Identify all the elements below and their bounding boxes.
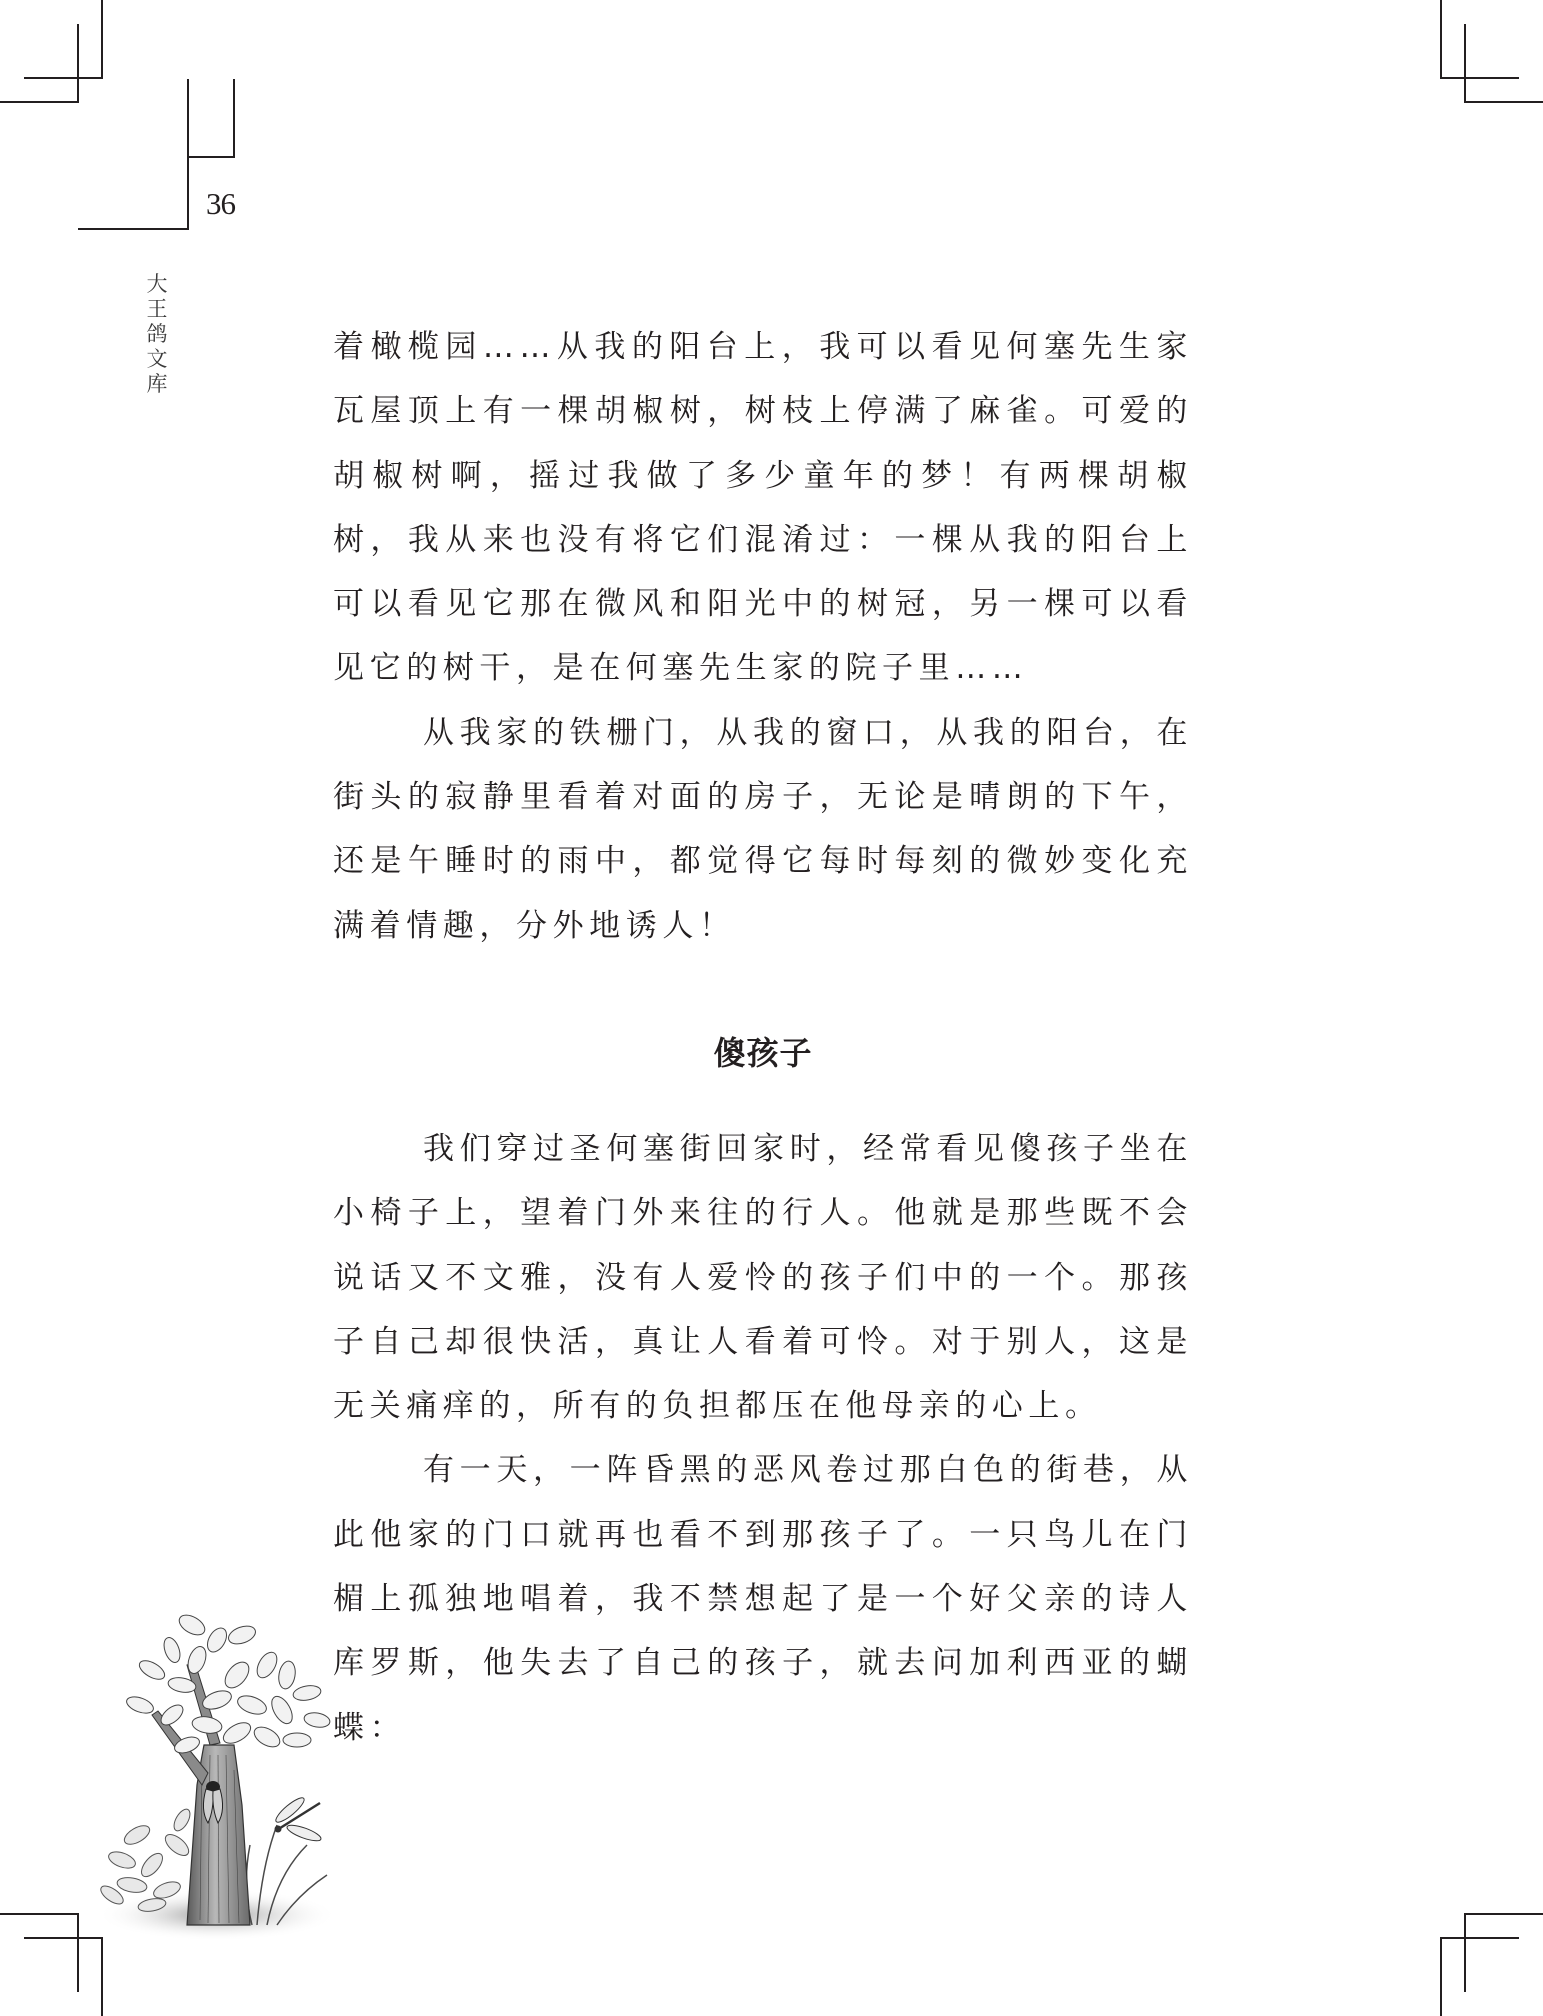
spacer bbox=[333, 958, 1193, 990]
paragraph: 我们穿过圣何塞街回家时，经常看见傻孩子坐在小椅子上，望着门外来往的行人。他就是那些既不会说话又不文雅，没有人爱怜的孩子们中的一个。那孩子自己却很快活，真让人看着可怜。对于别人，这是无关痛痒的，所有的负担都压在他母亲的心上。 bbox=[333, 1130, 1193, 1425]
paragraph: 着橄榄园……从我的阳台上，我可以看见何塞先生家瓦屋顶上有一棵胡椒树，树枝上停满了麻雀。可爱的胡椒树啊，摇过我做了多少童年的梦！有两棵胡椒树，我从来也没有将它们混淆过：一棵从我的阳台上可以看见它那在微风和阳光中的树冠，另一棵可以看见它的树干，是在何塞先生家的院子里…… bbox=[333, 329, 1193, 687]
paragraph: 有一天，一阵昏黑的恶风卷过那白色的街巷，从此他家的门口就再也看不到那孩子了。一只鸟儿在门楣上孤独地唱着，我不禁想起了是一个好父亲的诗人库罗斯，他失去了自己的孩子，就去问加利西亚的蝴蝶： bbox=[333, 1452, 1193, 1746]
leaves-icon bbox=[124, 1611, 331, 1756]
page-number: 36 bbox=[206, 186, 235, 221]
tree-illustration bbox=[92, 1605, 342, 1945]
section-title: 傻孩子 bbox=[713, 1033, 813, 1072]
dragonfly-icon bbox=[273, 1795, 323, 1844]
paragraph: 从我家的铁栅门，从我的窗口，从我的阳台，在街头的寂静里看着对面的房子，无论是晴朗的下午，还是午睡时的雨中，都觉得它每时每刻的微妙变化充满着情趣，分外地诱人！ bbox=[333, 714, 1193, 944]
page-body bbox=[333, 315, 1193, 1760]
series-title-vertical: 大王鸽文库 bbox=[146, 272, 168, 396]
